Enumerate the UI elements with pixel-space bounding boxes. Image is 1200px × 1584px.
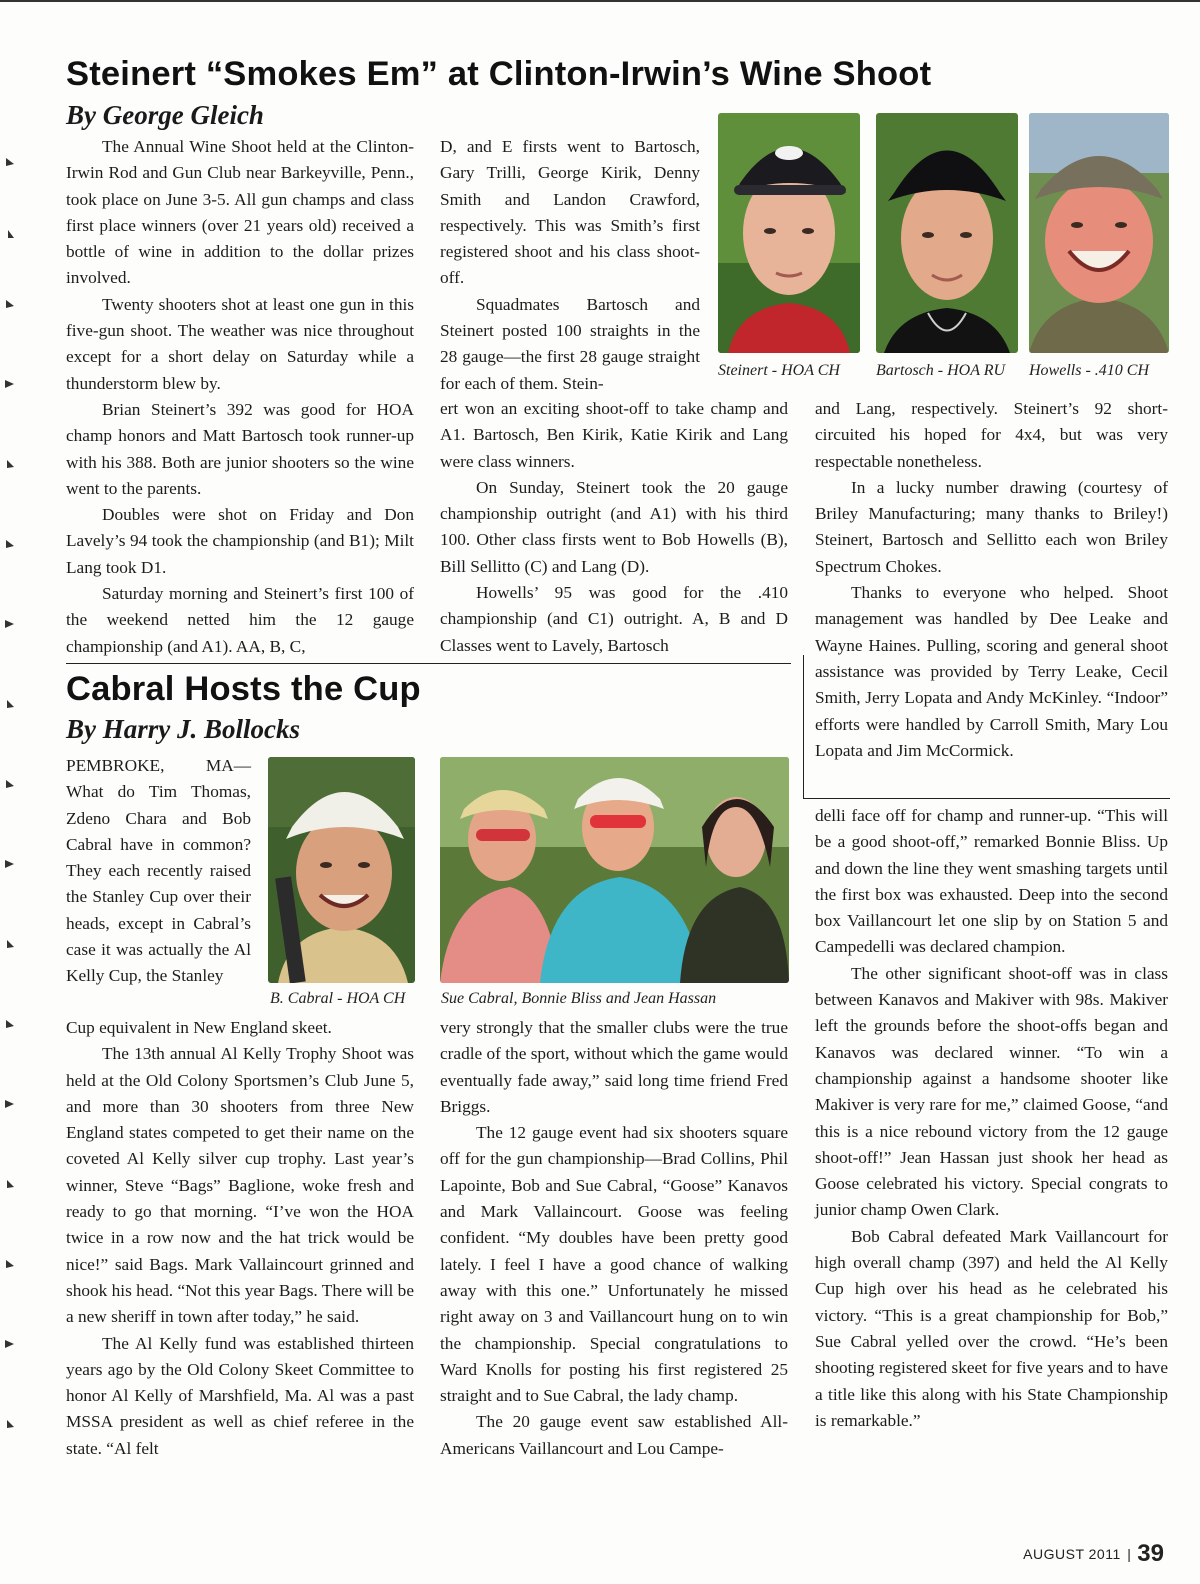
photo-bartosch <box>876 113 1018 353</box>
article2-column-1-top <box>66 753 251 990</box>
caption-b-cabral: B. Cabral - HOA CH <box>270 990 406 1007</box>
article1-headline: Steinert “Smokes Em” at Clinton-Irwin’s Wine Shoot <box>66 55 932 93</box>
issue-date: AUGUST 2011 <box>1023 1546 1121 1562</box>
paragraph: Twenty shooters shot at least one gun in this five-gun shoot. The weather was nice throughout except for a short delay on Saturday while a thunderstorm blew by. <box>66 294 414 393</box>
photo-howells <box>1029 113 1169 353</box>
article-divider-column3 <box>803 798 1170 799</box>
paragraph: The 20 gauge event saw established All-Americans Vaillancourt and Lou Campe- <box>440 1412 788 1458</box>
paragraph: Cup equivalent in New England skeet. <box>66 1018 332 1037</box>
paragraph: very strongly that the smaller clubs were the true cradle of the sport, without which the game would eventually fade away,” said long time friend Fred Briggs. <box>440 1018 788 1116</box>
paragraph: PEMBROKE, MA— What do Tim Thomas, Zdeno Chara and Bob Cabral have in common? They each recently raised the Stanley Cup over their heads, except in Cabral’s case it was actually the Al Kelly Cup, the Stanley <box>66 756 251 986</box>
paragraph: Doubles were shot on Friday and Don Lavely’s 94 took the championship (and B1); Milt Lang took D1. <box>66 505 414 577</box>
article2-headline: Cabral Hosts the Cup <box>66 670 421 708</box>
article1-column-2-bottom <box>440 396 788 659</box>
photo-three-women <box>440 757 789 983</box>
paragraph: Squadmates Bartosch and Steinert posted 100 straights in the 28 gauge—the first 28 gauge straight for each of them. Stein- <box>440 294 700 393</box>
article1-column-1 <box>66 134 414 660</box>
top-rule <box>0 0 1200 2</box>
article-divider-horizontal <box>66 663 791 664</box>
footer-separator: | <box>1127 1546 1131 1562</box>
paragraph: Bob Cabral defeated Mark Vaillancourt for high overall champ (397) and held the Al Kelly Cup high over his head as he celebrated his victory. “This is a great championship for Bob,” Sue Cabral yelled over the crowd. “He’s been shooting registered skeet for five years and to have a title like this along with his State Championship is remarkable.” <box>815 1226 1168 1430</box>
caption-howells: Howells - .410 CH <box>1029 362 1149 379</box>
article1-column-3 <box>815 396 1168 764</box>
paragraph: and Lang, respectively. Steinert’s 92 short-circuited his hoped for 4x4, but was very respectable nonetheless. <box>815 399 1168 471</box>
article2-column-3 <box>815 803 1168 1434</box>
photo-steinert <box>718 113 860 353</box>
margin-marks <box>0 140 22 1480</box>
paragraph: The other significant shoot-off was in class between Kanavos and Makiver with 98s. Makiver left the grounds before the shoot-offs began and Kanavos was declared winner. “To win a championship against a handsome shooter like Makiver is very rare for me,” claimed Goose, “and this is a nice rebound victory from the 12 gauge shoot-off!” Jean Hassan just shook her head as Goose celebrated his victory. Special congrats to junior champ Owen Clark. <box>815 963 1168 1220</box>
caption-three-women: Sue Cabral, Bonnie Bliss and Jean Hassan <box>441 990 717 1007</box>
page-footer <box>1023 1540 1164 1568</box>
paragraph: delli face off for champ and runner-up. “This will be a good shoot-off,” remarked Bonnie Bliss. Up and down the line they went smashing targets until the first box was exhausted. Deep into the second box Vaillancourt let one slip by on Station 5 and Campedelli was declared champion. <box>815 806 1168 957</box>
paragraph: Saturday morning and Steinert’s first 100 of the weekend netted him the 12 gauge championship (and A1). AA, B, C, <box>66 584 414 656</box>
article-divider-vertical <box>803 655 804 798</box>
paragraph: The 13th annual Al Kelly Trophy Shoot was held at the Old Colony Sportsmen’s Club June 5, and more than 30 shooters from three New England states competed to get their name on the coveted Al Kelly silver cup trophy. Last year’s winner, Steve “Bags” Baglione, woke fresh and ready to go that morning. “I’ve won the HOA twice in a row now and the hat trick would be nice!” said Bags. Mark Vallaincourt grinned and shook his head. “Not this year Bags. There will be a new sheriff in town after today,” he said. <box>66 1044 414 1327</box>
paragraph: In a lucky number drawing (courtesy of Briley Manufacturing; many thanks to Briley!) Steinert, Bartosch and Sellitto each won Briley Spectrum Chokes. <box>815 477 1168 576</box>
article2-byline: By Harry J. Bollocks <box>66 714 300 744</box>
paragraph: D, and E firsts went to Bartosch, Gary Trilli, George Kirik, Denny Smith and Landon Crawford, respectively. This was Smith’s first registered shoot and his class shoot-off. <box>440 137 700 288</box>
paragraph: The Al Kelly fund was established thirteen years ago by the Old Colony Skeet Committee to honor Al Kelly of Marshfield, Ma. Al was a past MSSA president as well as chief referee in the state. “Al felt <box>66 1333 414 1458</box>
page-number: 39 <box>1137 1540 1164 1567</box>
paragraph: The 12 gauge event had six shooters square off for the gun championship—Brad Collins, Phil Lapointe, Bob and Sue Cabral, “Goose” Kanavos and Mark Vallaincourt. Goose was feeling confident. “My doubles have been pretty good lately. I feel I have a good chance of walking away with this one.” Unfortunately he missed right away on 3 and Vaillancourt hung on to win the championship. Special congratulations to Ward Knolls for posting his first registered 25 straight and to Sue Cabral, the lady champ. <box>440 1123 788 1406</box>
article2-column-2 <box>440 1015 788 1462</box>
paragraph: Thanks to everyone who helped. Shoot management was handled by Dee Leake and Wayne Haines. Pulling, scoring and general shoot assistance was provided by Terry Leake, Cecil Smith, Jerry Lopata and Andy McKinley. “Indoor” efforts were handled by Carroll Smith, Mary Lou Lopata and Jim McCormick. <box>815 583 1168 760</box>
paragraph: Howells’ 95 was good for the .410 championship (and C1) outright. A, B and D Classes went to Lavely, Bartosch <box>440 583 788 655</box>
photo-bob-cabral <box>268 757 415 983</box>
article1-column-2-top <box>440 134 700 397</box>
paragraph: ert won an exciting shoot-off to take champ and A1. Bartosch, Ben Kirik, Katie Kirik and Lang were class winners. <box>440 399 788 471</box>
paragraph: On Sunday, Steinert took the 20 gauge championship outright (and A1) with his third 100. Other class firsts went to Bob Howells (B), Bill Sellitto (C) and Lang (D). <box>440 477 788 576</box>
paragraph: Brian Steinert’s 392 was good for HOA champ honors and Matt Bartosch took runner-up with his 388. Both are junior shooters so the wine went to the parents. <box>66 399 414 498</box>
caption-bartosch: Bartosch - HOA RU <box>876 362 1006 379</box>
paragraph: The Annual Wine Shoot held at the Clinton-Irwin Rod and Gun Club near Barkeyville, Penn., took place on June 3-5. All gun champs and class first place winners (over 21 years old) received a bottle of wine in addition to the dollar prizes involved. <box>66 137 414 288</box>
article1-byline: By George Gleich <box>66 100 264 130</box>
caption-steinert: Steinert - HOA CH <box>718 362 840 379</box>
article2-column-1-bottom <box>66 1015 414 1462</box>
